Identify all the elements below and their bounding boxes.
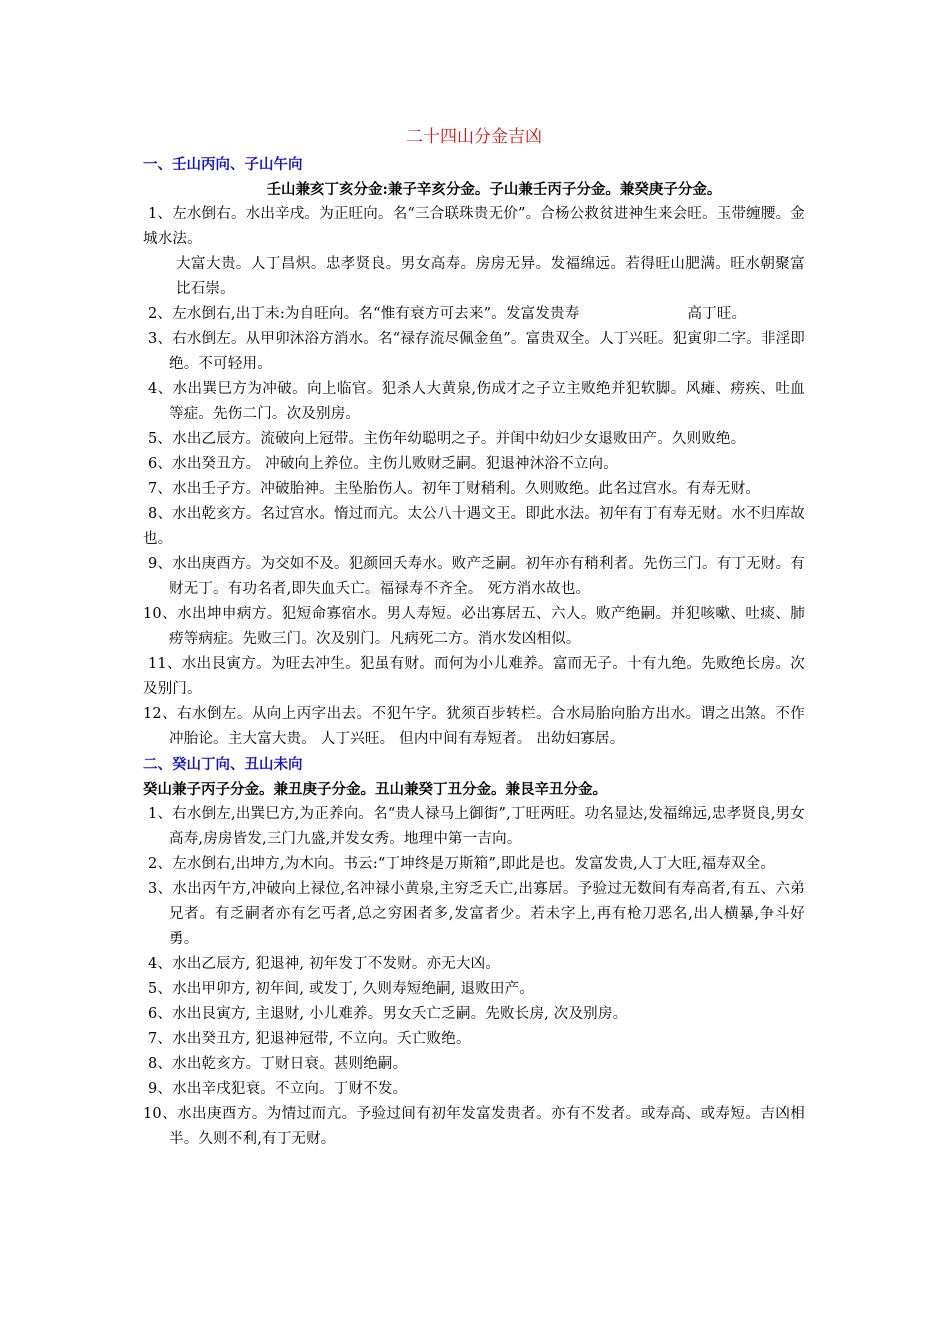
list-item: 3、水出丙午方,冲破向上禄位,名冲禄小黄泉,主穷乏夭亡,出寡居。予验过无数间有寿高者,有五、六弟兄者。有乏嗣者亦有乞丐者,总之穷困者多,发富者少。若未字上,再有枪刀恶名,出人横暴,争斗好勇。: [148, 881, 805, 947]
list-item: 10、水出坤申病方。犯短命寡宿水。男人寿短。必出寡居五、六人。败产绝嗣。并犯咳嗽、吐痰、肺痨等病症。先败三门。次及别门。凡病死二方。消水发凶相似。: [143, 606, 805, 647]
list-item: 12、右水倒左。从向上丙字出去。不犯午字。犹须百步转栏。合水局胎向胎方出水。谓之出煞。不作冲胎论。主大富大贵。 人丁兴旺。 但内中间有寿短者。 出幼妇寡居。: [143, 706, 805, 747]
section-1-heading: 一、壬山丙向、子山午向: [143, 156, 303, 173]
list-item: 7、水出壬子方。冲破胎神。主坠胎伤人。初年丁财稍利。久则败绝。此名过宫水。有寿无财。: [148, 481, 761, 497]
list-item: 9、水出庚酉方。为交如不及。犯颜回夭寿水。败产乏嗣。初年亦有稍利者。先伤三门。有丁无财。有财无丁。有功名者,即失血夭亡。福禄寿不齐全。 死方消水故也。: [148, 556, 805, 597]
list-item: 9、水出辛戌犯衰。不立向。丁财不发。: [148, 1081, 408, 1097]
list-item: 1、左水倒右。水出辛戌。为正旺向。名“三合联珠贵无价”。合杨公救贫进神生来会旺。玉带缠腰。金城水法。: [143, 206, 805, 247]
list-item-text-tail: 高丁旺。: [687, 306, 747, 322]
list-item: 11、水出艮寅方。为旺去冲生。犯虽有财。而何为小儿难养。富而无子。十有九绝。先败绝长房。次及别门。: [143, 656, 805, 697]
document-title: 二十四山分金吉凶: [406, 127, 542, 147]
list-item: 2、左水倒右,出坤方,为木向。书云:“丁坤终是万斯箱”,即此是也。发富发贵,人丁大旺,福寿双全。: [148, 856, 776, 872]
list-item-continuation: 大富大贵。人丁昌炽。忠孝贤良。男女高寿。房房无异。发福绵远。若得旺山肥满。旺水朝聚富比石崇。: [176, 256, 805, 297]
document-page: [143, 122, 805, 1152]
list-item-text: 2、左水倒右,出丁未:为自旺向。名“惟有衰方可去来”。发富发贵寿: [148, 306, 580, 322]
list-item: 6、水出癸丑方。 冲破向上养位。主伤儿败财乏嗣。犯退神沐浴不立向。: [148, 456, 618, 472]
list-item: 10、水出庚酉方。为情过而亢。予验过间有初年发富发贵者。亦有不发者。或寿高、或寿短。吉凶相半。久则不利,有丁无财。: [143, 1106, 805, 1147]
list-item: 3、右水倒左。从甲卯沐浴方消水。名“禄存流尽佩金鱼”。富贵双全。人丁兴旺。犯寅卯二字。非淫即绝。不可轻用。: [148, 331, 805, 372]
list-item: 1、右水倒左,出巽巳方,为正养向。名“贵人禄马上御街”,丁旺两旺。功名显达,发福绵远,忠孝贤良,男女高寿,房房皆发,三门九盛,并发女秀。地理中第一吉向。: [148, 806, 805, 847]
section-2-heading: 二、癸山丁向、丑山未向: [143, 756, 303, 773]
section-2-subtitle: 癸山兼子丙子分金。兼丑庚子分金。丑山兼癸丁丑分金。兼艮辛丑分金。: [143, 781, 607, 798]
list-item: [143, 302, 805, 327]
list-item: 4、水出巽巳方为冲破。向上临官。犯杀人大黄泉,伤成才之子立主败绝并犯软脚。风瘫、痨疾、吐血等症。先伤二门。次及别房。: [148, 381, 805, 422]
list-item: 8、水出乾亥方。名过宫水。惰过而亢。太公八十遇文王。即此水法。初年有丁有寿无财。水不归库故也。: [143, 506, 805, 547]
list-item: 5、水出乙辰方。流破向上冠带。主伤年幼聪明之子。并闺中幼妇少女退败田产。久则败绝。: [148, 431, 746, 447]
list-item: 4、水出乙辰方, 犯退神, 初年发丁不发财。亦无大凶。: [148, 956, 501, 972]
list-item: 7、水出癸丑方, 犯退神冠带, 不立向。夭亡败绝。: [148, 1031, 471, 1047]
section-1-subtitle: 壬山兼亥丁亥分金:兼子辛亥分金。子山兼壬丙子分金。兼癸庚子分金。: [266, 181, 722, 198]
list-item: 5、水出甲卯方, 初年间, 或发丁, 久则寿短绝嗣, 退败田产。: [148, 981, 534, 997]
list-item: 8、水出乾亥方。丁财日衰。甚则绝嗣。: [148, 1056, 408, 1072]
list-item: 6、水出艮寅方, 主退财, 小儿难养。男女夭亡乏嗣。先败长房, 次及别房。: [148, 1006, 628, 1022]
